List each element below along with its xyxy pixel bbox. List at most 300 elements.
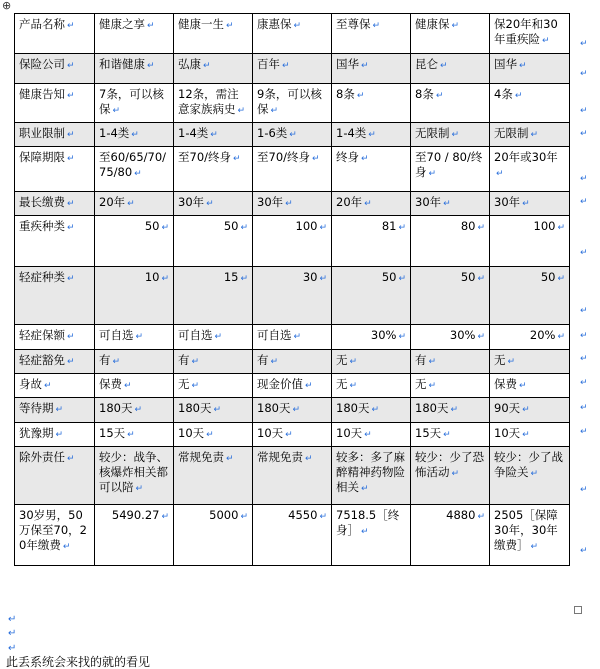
cell-text: 15 [223,270,239,284]
cell-end-mark: ↵ [372,21,381,31]
table-cell[interactable] [253,325,332,350]
cell-text: 无限制 [494,126,529,140]
table-cell[interactable] [490,267,570,325]
row-end-mark: ↵ [580,248,588,258]
table-cell[interactable] [490,84,570,123]
cell-text: 有 [178,353,190,367]
table-row [15,216,570,267]
table-cell[interactable] [253,192,332,216]
table-cell[interactable] [332,14,411,54]
row-label-cell[interactable] [15,14,95,54]
row-label-cell[interactable] [15,147,95,192]
cell-text: 有 [99,353,111,367]
cell-end-mark: ↵ [289,130,297,140]
cell-text: 180天 [415,401,449,415]
cell-end-mark: ↵ [443,199,451,209]
cell-end-mark: ↵ [67,91,75,101]
cell-text: 10天 [494,426,521,440]
paragraph-mark: ↵ [8,614,17,625]
table-cell[interactable] [174,447,253,505]
cell-text: 轻症豁免 [19,353,65,367]
cell-end-mark: ↵ [237,106,246,116]
cell-end-mark: ↵ [240,512,248,522]
row-label-cell[interactable] [15,423,95,447]
cell-text: 50 [223,219,239,233]
table-cell[interactable] [490,374,570,398]
table-cell[interactable] [332,325,411,350]
cell-end-mark: ↵ [319,274,327,284]
row-label-cell[interactable] [15,84,95,123]
table-cell[interactable] [411,423,490,447]
cell-end-mark: ↵ [67,154,75,164]
cell-text: 20年 [336,195,363,209]
table-row [15,398,570,423]
table-cell[interactable] [411,147,490,192]
table-cell[interactable] [490,423,570,447]
cell-text: 30岁男，50万保至70，20年缴费 [19,508,87,552]
cell-end-mark: ↵ [356,91,365,101]
cell-text: 50 [460,270,476,284]
table-row [15,325,570,350]
cell-text: 无限制 [415,126,450,140]
cell-text: 90天 [494,401,521,415]
cell-end-mark: ↵ [451,21,460,31]
cell-end-mark: ↵ [496,169,504,179]
table-cell[interactable] [174,84,253,123]
cell-text: 1-4类 [178,126,209,140]
table-cell[interactable] [253,398,332,423]
cell-text: 国华 [494,57,517,71]
cell-text: 保险公司 [19,57,65,71]
table-cell[interactable] [411,398,490,423]
table-cell[interactable] [490,350,570,374]
cell-text: 保费 [494,377,517,391]
cell-end-mark: ↵ [270,106,279,116]
cell-text: 100 [295,219,318,233]
table-row [15,374,570,398]
table-cell[interactable] [253,54,332,84]
cell-end-mark: ↵ [206,199,214,209]
cell-end-mark: ↵ [67,223,75,233]
table-cell[interactable] [174,14,253,54]
cell-text: 30% [370,328,397,342]
cell-end-mark: ↵ [514,91,523,101]
cell-text: 无 [336,353,348,367]
table-cell[interactable] [95,216,174,267]
cell-text: 至60/65/70/75/80 [99,150,167,179]
cell-end-mark: ↵ [477,274,485,284]
cell-end-mark: ↵ [203,61,211,71]
cell-text: 1-4类 [336,126,367,140]
cell-text: 50 [381,270,397,284]
table-cell[interactable] [411,216,490,267]
table-cell[interactable] [253,216,332,267]
table-cell[interactable] [174,374,253,398]
table-cell[interactable] [174,350,253,374]
table-cell[interactable] [95,192,174,216]
table-cell[interactable] [411,505,490,566]
cell-end-mark: ↵ [135,484,144,494]
table-cell[interactable] [490,325,570,350]
cell-text: 至70 / 80/终身 [415,150,483,179]
cell-text: 昆仑 [415,57,438,71]
cell-end-mark: ↵ [67,199,75,209]
table-cell[interactable] [332,147,411,192]
row-label-cell[interactable] [15,350,95,374]
cell-text: 保20年和30年重疾险 [494,17,558,46]
cell-text: 10天 [336,426,363,440]
table-cell[interactable] [174,147,253,192]
cell-end-mark: ↵ [67,274,75,284]
table-cell[interactable] [332,398,411,423]
cell-text: 职业限制 [19,126,65,140]
cell-end-mark: ↵ [67,21,75,31]
table-cell[interactable] [490,147,570,192]
cell-text: 30年 [257,195,284,209]
row-label-cell[interactable] [15,267,95,325]
table-cell[interactable] [253,423,332,447]
cell-end-mark: ↵ [305,454,313,464]
cell-text: 8条 [415,87,434,101]
table-cell[interactable] [174,398,253,423]
table-cell[interactable] [174,54,253,84]
row-end-mark: ↵ [580,197,588,207]
cell-end-mark: ↵ [557,274,565,284]
table-row [15,447,570,505]
cell-end-mark: ↵ [519,381,527,391]
cell-text: 无 [494,353,506,367]
cell-end-mark: ↵ [349,381,358,391]
cell-end-mark: ↵ [161,274,169,284]
row-end-mark: ↵ [580,39,588,49]
cell-end-mark: ↵ [292,405,300,415]
row-label-cell[interactable] [15,325,95,350]
row-end-mark: ↵ [580,129,588,139]
cell-text: 较少：少了恐怖活动 [415,450,484,479]
table-row [15,123,570,147]
cell-end-mark: ↵ [364,199,372,209]
cell-end-mark: ↵ [477,332,485,342]
cell-end-mark: ↵ [435,91,444,101]
row-label-cell[interactable] [15,54,95,84]
table-cell[interactable] [174,216,253,267]
table-cell[interactable] [490,192,570,216]
cell-end-mark: ↵ [450,405,458,415]
table-cell[interactable] [490,216,570,267]
cell-end-mark: ↵ [213,405,221,415]
table-cell[interactable] [411,374,490,398]
cell-text: 9条，可以核保 [257,87,322,116]
row-label-cell[interactable] [15,123,95,147]
cell-text: 至尊保 [336,17,371,31]
table-cell[interactable] [95,54,174,84]
row-end-mark: ↵ [580,174,588,184]
table-cell[interactable] [253,267,332,325]
table-cell[interactable] [95,14,174,54]
table-cell[interactable] [411,267,490,325]
table-cell[interactable] [490,123,570,147]
cell-end-mark: ↵ [557,332,565,342]
table-cell[interactable] [490,54,570,84]
cell-text: 30% [449,328,476,342]
cell-end-mark: ↵ [214,332,223,342]
table-cell[interactable] [490,398,570,423]
cell-end-mark: ↵ [55,430,64,440]
table-cell[interactable] [95,267,174,325]
cell-end-mark: ↵ [398,274,406,284]
cell-end-mark: ↵ [530,130,539,140]
table-cell[interactable] [95,447,174,505]
cell-end-mark: ↵ [349,357,358,367]
body-text-line: 此丢系统会来找的就的看见 [6,655,151,669]
cell-end-mark: ↵ [127,430,135,440]
cell-end-mark: ↵ [67,454,75,464]
table-cell[interactable] [253,350,332,374]
table-cell[interactable] [253,147,332,192]
cell-text: 除外责任 [19,450,65,464]
table-cell[interactable] [490,447,570,505]
cell-end-mark: ↵ [305,381,313,391]
table-row [15,84,570,123]
table-cell[interactable] [332,123,411,147]
row-end-mark: ↵ [580,427,588,437]
cell-end-mark: ↵ [206,430,214,440]
cell-text: 健康之享 [99,17,145,31]
table-cell[interactable] [253,447,332,505]
row-label-cell[interactable] [15,505,95,566]
cell-end-mark: ↵ [371,405,379,415]
table-row [15,147,570,192]
table-cell[interactable] [332,54,411,84]
cell-end-mark: ↵ [477,512,485,522]
table-cell[interactable] [411,325,490,350]
table-cell[interactable] [174,325,253,350]
comparison-table [14,13,570,566]
cell-text: 保费 [99,377,122,391]
cell-end-mark: ↵ [282,61,290,71]
paragraph-mark: ↵ [8,643,17,654]
table-cell[interactable] [253,505,332,566]
table-cell[interactable] [174,423,253,447]
cell-end-mark: ↵ [519,61,527,71]
table-cell[interactable] [332,423,411,447]
cell-end-mark: ↵ [233,154,241,164]
cell-text: 2505［保障30年，30年缴费］ [494,508,558,552]
cell-text: 较多：多了麻醉精神药物险相关 [336,450,405,494]
cell-end-mark: ↵ [226,21,234,31]
cell-end-mark: ↵ [67,357,75,367]
row-end-mark: ↵ [580,331,588,341]
row-label-cell[interactable] [15,216,95,267]
table-cell[interactable] [174,123,253,147]
table-cell[interactable] [174,192,253,216]
cell-text: 4550 [288,508,318,522]
cell-end-mark: ↵ [522,430,530,440]
table-cell[interactable] [411,54,490,84]
cell-text: 5490.27 [111,508,160,522]
cell-text: 重疾种类 [19,219,65,233]
cell-text: 30年 [494,195,521,209]
table-cell[interactable] [490,505,570,566]
cell-end-mark: ↵ [443,430,451,440]
cell-end-mark: ↵ [44,381,52,391]
row-end-mark: ↵ [580,354,588,364]
table-cell[interactable] [253,123,332,147]
cell-text: 和谐健康 [99,57,145,71]
table-anchor-icon[interactable]: ⊕ [2,0,12,12]
cell-text: 100 [533,219,556,233]
row-label-cell[interactable] [15,374,95,398]
cell-text: 180天 [99,401,133,415]
cell-end-mark: ↵ [522,405,530,415]
cell-text: 有 [415,353,427,367]
cell-end-mark: ↵ [440,61,448,71]
table-cell[interactable] [332,192,411,216]
cell-text: 180天 [178,401,212,415]
cell-text: 50 [540,270,556,284]
table-cell[interactable] [411,14,490,54]
cell-end-mark: ↵ [293,21,302,31]
row-end-mark: ↵ [580,546,588,556]
table-cell[interactable] [174,505,253,566]
cell-end-mark: ↵ [67,332,75,342]
cell-text: 身故 [19,377,42,391]
cell-end-mark: ↵ [135,332,144,342]
cell-end-mark: ↵ [451,469,460,479]
cell-text: 10 [144,270,160,284]
header-row [15,14,570,54]
cell-text: 至70/终身 [178,150,232,164]
cell-end-mark: ↵ [319,512,327,522]
cell-end-mark: ↵ [240,274,248,284]
row-label-cell[interactable] [15,398,95,423]
table-cell[interactable] [95,374,174,398]
cell-end-mark: ↵ [147,21,155,31]
cell-end-mark: ↵ [285,199,293,209]
cell-end-mark: ↵ [210,130,218,140]
row-end-mark: ↵ [580,485,588,495]
cell-end-mark: ↵ [131,130,139,140]
table-body [15,14,570,566]
table-cell[interactable] [332,350,411,374]
cell-end-mark: ↵ [428,357,437,367]
paragraph-mark: ↵ [8,628,17,639]
cell-end-mark: ↵ [507,357,516,367]
cell-end-mark: ↵ [147,61,155,71]
cell-text: 轻症种类 [19,270,65,284]
cell-text: 有 [257,353,269,367]
table-cell[interactable] [411,447,490,505]
cell-text: 5000 [209,508,239,522]
cell-text: 常规免责 [178,450,224,464]
cell-text: 20年或30年 [494,150,558,164]
cell-text: 180天 [257,401,291,415]
cell-end-mark: ↵ [112,357,121,367]
cell-end-mark: ↵ [240,223,248,233]
row-end-mark: ↵ [580,106,588,116]
cell-end-mark: ↵ [368,130,376,140]
cell-end-mark: ↵ [55,405,64,415]
cell-end-mark: ↵ [161,512,169,522]
cell-text: 80 [460,219,476,233]
cell-text: 可自选 [99,328,134,342]
cell-end-mark: ↵ [134,169,142,179]
row-end-mark: ↵ [580,378,588,388]
cell-text: 弘康 [178,57,201,71]
table-cell[interactable] [95,505,174,566]
cell-text: 10天 [257,426,284,440]
table-cell[interactable] [95,350,174,374]
table-row [15,54,570,84]
cell-end-mark: ↵ [191,357,200,367]
row-label-cell[interactable] [15,192,95,216]
cell-end-mark: ↵ [112,106,121,116]
row-label-cell[interactable] [15,447,95,505]
table-cell[interactable] [253,374,332,398]
cell-end-mark: ↵ [398,332,406,342]
cell-end-mark: ↵ [361,484,369,494]
table-cell[interactable] [332,374,411,398]
cell-text: 国华 [336,57,359,71]
cell-text: 10天 [178,426,205,440]
cell-text: 犹豫期 [19,426,54,440]
row-end-mark: ↵ [580,306,588,316]
table-cell[interactable] [411,192,490,216]
table-row [15,423,570,447]
cell-end-mark: ↵ [361,154,369,164]
cell-text: 常规免责 [257,450,303,464]
cell-text: 1-4类 [99,126,130,140]
table-cell[interactable] [174,267,253,325]
table-cell[interactable] [95,84,174,123]
table-cell[interactable] [95,398,174,423]
cell-text: 等待期 [19,401,54,415]
table-cell[interactable] [490,14,570,54]
cell-end-mark: ↵ [530,542,539,552]
table-cell[interactable] [95,325,174,350]
table-cell[interactable] [332,84,411,123]
cell-text: 20年 [99,195,126,209]
cell-text: 无 [178,377,190,391]
cell-end-mark: ↵ [67,61,75,71]
table-cell[interactable] [95,123,174,147]
cell-text: 产品名称 [19,17,65,31]
table-cell[interactable] [411,84,490,123]
cell-text: 最长缴费 [19,195,65,209]
table-cell[interactable] [253,14,332,54]
table-cell[interactable] [332,505,411,566]
table-cell[interactable] [332,216,411,267]
table-cell[interactable] [411,350,490,374]
table-row [15,505,570,566]
cell-end-mark: ↵ [285,430,293,440]
cell-end-mark: ↵ [67,130,75,140]
table-cell[interactable] [95,147,174,192]
table-cell[interactable] [253,84,332,123]
table-resize-handle[interactable] [574,606,582,614]
cell-text: 百年 [257,57,280,71]
cell-text: 8条 [336,87,355,101]
table-cell[interactable] [411,123,490,147]
cell-text: 至70/终身 [257,150,311,164]
table-cell[interactable] [95,423,174,447]
table-cell[interactable] [332,267,411,325]
cell-text: 15天 [99,426,126,440]
cell-end-mark: ↵ [293,332,302,342]
cell-text: 康惠保 [257,17,292,31]
cell-text: 12条，需注意家族病史 [178,87,239,116]
table-cell[interactable] [332,447,411,505]
